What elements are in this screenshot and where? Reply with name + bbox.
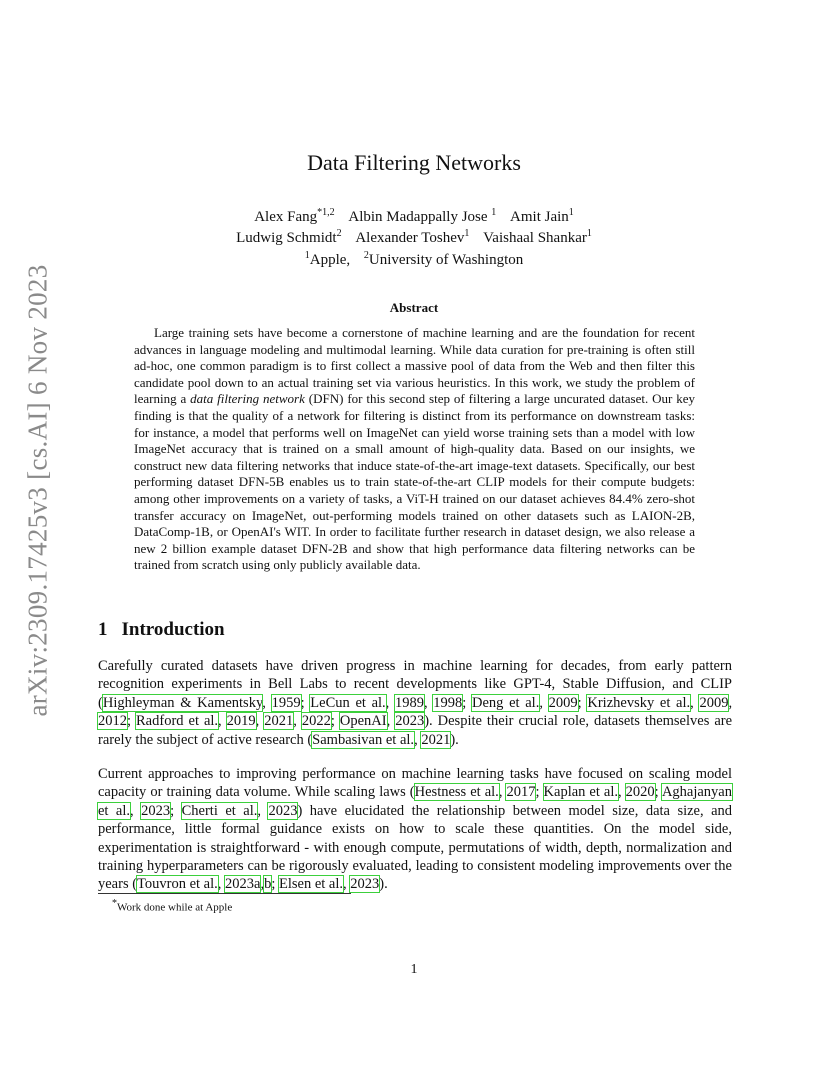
section-title: Introduction (121, 619, 225, 640)
affiliations (0, 250, 828, 269)
author: Ludwig Schmidt$^2$ (236, 228, 342, 246)
arxiv-identifier (18, 263, 58, 717)
citation-link[interactable]: OpenAI (339, 713, 387, 730)
citation-link[interactable]: Sambasivan et al. (312, 731, 415, 748)
citation-link[interactable]: LeCun et al. (310, 694, 386, 711)
citation-link[interactable]: 2020 (625, 784, 655, 801)
page-number: 1 (410, 962, 418, 977)
section-heading (98, 619, 225, 641)
citation-link[interactable]: 2012 (98, 713, 127, 730)
paper-title: Data Filtering Networks (307, 150, 521, 175)
author-line-1 (0, 207, 828, 226)
citation-link[interactable]: Elsen et al. (279, 876, 344, 893)
citation-link[interactable]: Touvron et al. (137, 876, 218, 893)
citation-link[interactable]: 2023 (350, 876, 380, 893)
footnote-divider (98, 893, 351, 894)
abstract-body: Large training sets have become a cornerstone of machine learning and are the foundation for recent advances in language modeling and multimodal learning. While data curation for pre-training is often still ad-hoc, one common paradigm is to first collect a massive pool of data from the Web and then filter this candidate pool down to an actual training set via various heuristics. In this work, we study the problem of learning a data filtering network (DFN) for this second step of filtering a large uncurated dataset. Our key finding is that the quality of a network for filtering is distinct from its performance on downstream tasks: for instance, a model that performs well on ImageNet can yield worse training sets than a model with low ImageNet accuracy that is trained on a small amount of high-quality data. Based on our insights, we construct new data filtering networks that induce state-of-the-art image-text datasets. Specifically, our best performing dataset DFN-5B enables us to train state-of-the-art CLIP models for their compute budgets: among other improvements on a variety of tasks, a ViT-H trained on our dataset achieves 84.4% zero-shot transfer accuracy on ImageNet, out-performing models trained on other datasets such as LAION-2B, DataComp-1B, or OpenAI's WIT. In order to facilitate further research in dataset design, we also release a new 2 billion example dataset DFN-2B and show that high performance data filtering networks can be trained from scratch using only publicly available data. (134, 325, 695, 573)
abstract-heading: Abstract (389, 300, 439, 315)
citation-link[interactable]: 2023 (141, 802, 171, 819)
author: Vaishaal Shankar$^1$ (483, 228, 592, 246)
citation-link[interactable]: 2009 (548, 694, 578, 711)
citation-link[interactable]: 2023 (395, 713, 425, 730)
citation-link[interactable]: 2023 (268, 802, 298, 819)
author: Albin Madappally Jose $^1$ (348, 207, 497, 225)
intro-paragraph-2: Current approaches to improving performance on machine learning tasks have focused on scaling model capacity or training data volume. While scaling laws (Hestness et al., 2017; Kaplan et al., 2020; Aghajanyan et al., 2023; Cherti et al., 2023) have elucidated the relationship between model size, data size, and performance, little formal guidance exists on how to scale these quantities. On the model side, experimentation is straightforward - with enough compute, permutations of width, depth, normalization and training hyperparameters can be rigorously evaluated, leading to consistent modeling improvements over the years (Touvron et al., 2023a,b; Elsen et al., 2023). (98, 766, 733, 893)
citation-link[interactable]: 2022 (301, 713, 331, 730)
author: Alexander Toshev$^1$ (355, 228, 470, 246)
citation-link[interactable]: 2009 (699, 694, 729, 711)
author: Alex Fang$^{*1,2}$ (254, 207, 335, 225)
citation-link[interactable]: 1998 (433, 694, 463, 711)
section-number: 1 (98, 619, 108, 640)
arxiv-identifier-text: arXiv:2309.17425v3 [cs.AI] 6 Nov 2023 (22, 263, 53, 717)
citation-link[interactable]: Cherti et al. (181, 802, 258, 819)
citation-link[interactable]: 2019 (226, 713, 256, 730)
citation-link[interactable]: 2017 (506, 784, 536, 801)
citation-link[interactable]: Highleyman & Kamentsky (102, 694, 263, 711)
citation-link[interactable]: Radford et al. (136, 713, 219, 730)
citation-link[interactable]: 1989 (394, 694, 424, 711)
affiliation: $^2$University of Washington (363, 250, 524, 268)
citation-link[interactable]: b (264, 876, 272, 893)
citation-link[interactable]: Krizhevsky et al. (587, 694, 691, 711)
citation-link[interactable]: 1959 (271, 694, 301, 711)
citation-link[interactable]: Hestness et al. (414, 784, 499, 801)
footnote: *Work done while at Apple (112, 898, 233, 914)
author: Amit Jain$^1$ (510, 207, 574, 225)
citation-link[interactable]: Aghajanyan et al. (98, 784, 732, 819)
citation-link[interactable]: 2021 (264, 713, 294, 730)
affiliation: $^1$Apple, (304, 250, 351, 268)
citation-link[interactable]: 2021 (421, 731, 451, 748)
author-line-2 (0, 228, 828, 247)
intro-paragraph-1: Carefully curated datasets have driven progress in machine learning for decades, from early pattern recognition experiments in Bell Labs to recent developments like GPT-4, Stable Diffusion, and CLIP (Highleyman & Kamentsky, 1959; LeCun et al., 1989, 1998; Deng et al., 2009; Krizhevsky et al., 2009, 2012; Radford et al., 2019, 2021, 2022; OpenAI, 2023). Despite their crucial role, datasets themselves are rarely the subject of active research (Sambasivan et al., 2021). (98, 658, 733, 748)
citation-link[interactable]: Kaplan et al. (543, 784, 619, 801)
citation-link[interactable]: Deng et al. (472, 694, 540, 711)
citation-link[interactable]: 2023a (225, 876, 261, 893)
